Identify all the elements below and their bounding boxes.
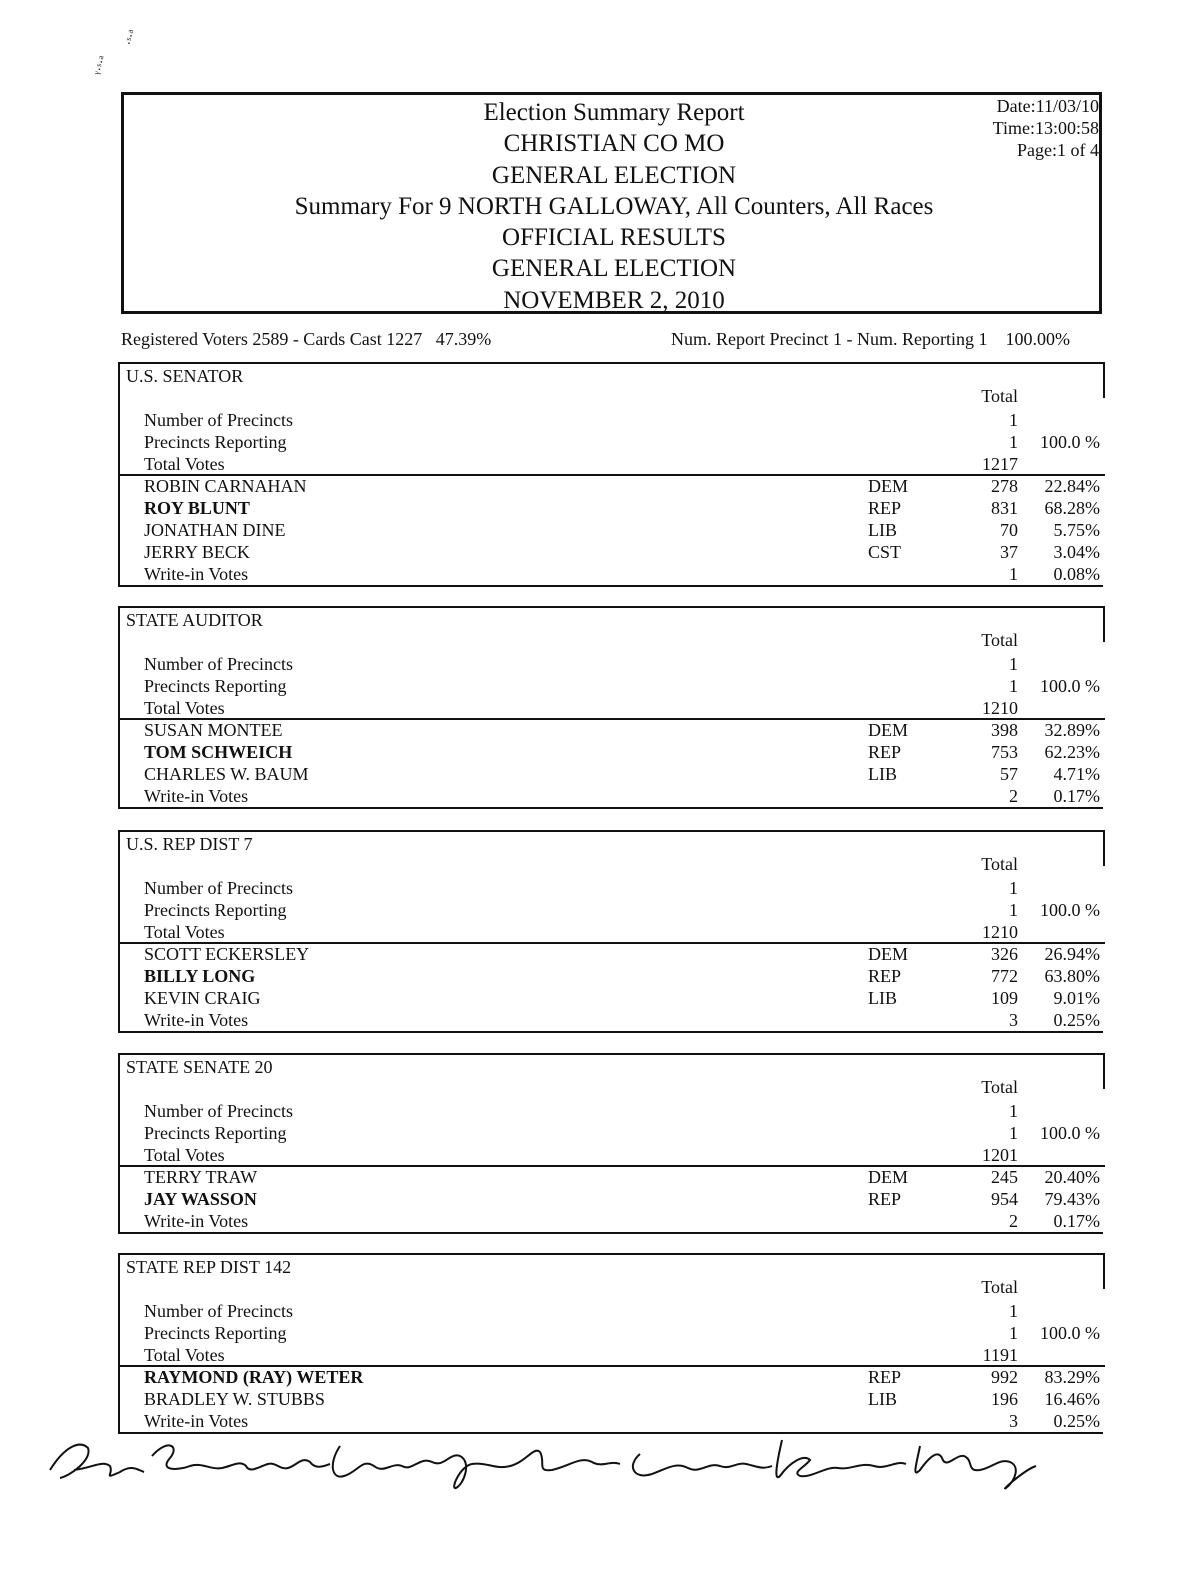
report-title: Election Summary Report <box>483 99 745 126</box>
reporting-count: 1 <box>1009 1123 1018 1143</box>
county-name: CHRISTIAN CO MO <box>503 130 725 158</box>
race-title: STATE AUDITOR <box>126 610 263 630</box>
candidate-votes: 278 <box>991 476 1018 496</box>
total-column-header: Total <box>981 630 1018 650</box>
row-label: Write-in Votes <box>144 1411 249 1431</box>
candidate-party: DEM <box>868 476 908 496</box>
total-votes: 1191 <box>982 1345 1018 1365</box>
candidate-name: JONATHAN DINE <box>144 520 286 540</box>
reporting-count: 1 <box>1009 1323 1018 1343</box>
candidate-name: BRADLEY W. STUBBS <box>144 1389 325 1409</box>
box-edge <box>1103 830 1105 866</box>
row-label: Precincts Reporting <box>144 1123 287 1143</box>
candidate-party: REP <box>868 1189 902 1209</box>
candidate-party: LIB <box>868 988 897 1008</box>
total-column-header: Total <box>981 1277 1018 1297</box>
candidate-percent: 3.04% <box>1053 542 1100 562</box>
candidate-row <box>120 741 1105 763</box>
candidate-votes: 57 <box>1000 764 1018 784</box>
candidate-votes: 831 <box>991 498 1018 518</box>
write-in-percent: 0.25% <box>1053 1411 1100 1431</box>
precinct-count-row <box>120 1300 1105 1322</box>
candidate-percent: 79.43% <box>1044 1189 1100 1209</box>
report-header <box>121 92 1102 314</box>
registered-voters-summary: Registered Voters 2589 - Cards Cast 1227 47.39% <box>121 329 492 349</box>
row-label: Total Votes <box>144 1345 225 1365</box>
candidate-name: JERRY BECK <box>144 542 250 562</box>
candidate-row <box>120 1388 1105 1410</box>
candidate-row <box>120 965 1105 987</box>
candidate-party: DEM <box>868 1167 908 1187</box>
total-votes: 1210 <box>982 922 1018 942</box>
row-label: Write-in Votes <box>144 1211 249 1231</box>
row-label: Precincts Reporting <box>144 900 287 920</box>
candidate-percent: 9.01% <box>1053 988 1100 1008</box>
row-label: Write-in Votes <box>144 786 249 806</box>
race-section <box>118 1253 1103 1434</box>
row-label: Number of Precincts <box>144 878 293 898</box>
candidate-name: TOM SCHWEICH <box>144 742 293 762</box>
row-label: Number of Precincts <box>144 410 293 430</box>
write-in-percent: 0.17% <box>1053 786 1100 806</box>
row-label: Number of Precincts <box>144 654 293 674</box>
total-column-header: Total <box>981 854 1018 874</box>
candidate-party: REP <box>868 498 902 518</box>
reporting-percent: 100.0 % <box>1040 900 1100 920</box>
candidate-party: LIB <box>868 1389 897 1409</box>
total-votes: 1201 <box>982 1145 1018 1165</box>
precinct-count: 1 <box>1009 878 1018 898</box>
candidate-votes: 245 <box>991 1167 1018 1187</box>
candidate-name: BILLY LONG <box>144 966 256 986</box>
report-time: Time:13:00:58 <box>992 118 1099 138</box>
precincts-reporting-row <box>120 1122 1105 1144</box>
write-in-row <box>120 785 1105 807</box>
write-in-row <box>120 563 1105 585</box>
write-in-votes: 2 <box>1009 786 1018 806</box>
row-label: Total Votes <box>144 698 225 718</box>
page-number: Page:1 of 4 <box>1017 140 1099 160</box>
write-in-votes: 3 <box>1009 1411 1018 1431</box>
reporting-count: 1 <box>1009 432 1018 452</box>
candidate-party: LIB <box>868 764 897 784</box>
write-in-percent: 0.25% <box>1053 1010 1100 1030</box>
candidate-row <box>120 497 1105 519</box>
reporting-percent: 100.0 % <box>1040 676 1100 696</box>
candidate-percent: 83.29% <box>1044 1367 1100 1387</box>
candidate-row <box>120 719 1105 741</box>
candidate-row <box>120 1188 1105 1210</box>
candidate-party: CST <box>868 542 902 562</box>
candidate-name: SCOTT ECKERSLEY <box>144 944 310 964</box>
precinct-count-row <box>120 409 1105 431</box>
candidate-name: ROY BLUNT <box>144 498 250 518</box>
reporting-count: 1 <box>1009 676 1018 696</box>
write-in-row <box>120 1009 1105 1031</box>
report-meta <box>993 95 1099 161</box>
candidate-votes: 37 <box>1000 542 1018 562</box>
race-section <box>118 362 1103 587</box>
candidate-percent: 62.23% <box>1044 742 1100 762</box>
report-date: Date:11/03/10 <box>996 96 1099 116</box>
row-label: Precincts Reporting <box>144 432 287 452</box>
candidate-party: DEM <box>868 944 908 964</box>
candidate-name: SUSAN MONTEE <box>144 720 283 740</box>
row-label: Number of Precincts <box>144 1101 293 1121</box>
precincts-reporting-row <box>120 899 1105 921</box>
candidate-percent: 63.80% <box>1044 966 1100 986</box>
candidate-votes: 398 <box>991 720 1018 740</box>
precincts-reporting-row <box>120 431 1105 453</box>
summary-scope: Summary For 9 NORTH GALLOWAY, All Counters, All Races <box>294 192 934 220</box>
candidate-row <box>120 475 1105 497</box>
total-votes-row <box>120 1144 1105 1166</box>
candidate-party: REP <box>868 966 902 986</box>
candidate-percent: 22.84% <box>1044 476 1100 496</box>
candidate-row <box>120 987 1105 1009</box>
reporting-count: 1 <box>1009 900 1018 920</box>
total-votes-row <box>120 921 1105 943</box>
write-in-votes: 3 <box>1009 1010 1018 1030</box>
total-column-header: Total <box>981 1077 1018 1097</box>
candidate-votes: 326 <box>991 944 1018 964</box>
candidate-percent: 26.94% <box>1044 944 1100 964</box>
race-title: U.S. REP DIST 7 <box>126 834 253 854</box>
candidate-party: LIB <box>868 520 897 540</box>
race-section <box>118 830 1103 1033</box>
candidate-row <box>120 943 1105 965</box>
reporting-percent: 100.0 % <box>1040 1323 1100 1343</box>
candidate-name: RAYMOND (RAY) WETER <box>144 1367 364 1387</box>
margin-mark: ᵞ·ˢ·ᵃ <box>91 54 112 78</box>
precinct-count-row <box>120 1100 1105 1122</box>
candidate-name: TERRY TRAW <box>144 1167 258 1187</box>
write-in-row <box>120 1210 1105 1232</box>
candidate-percent: 5.75% <box>1053 520 1100 540</box>
candidate-name: ROBIN CARNAHAN <box>144 476 307 496</box>
row-label: Write-in Votes <box>144 564 249 584</box>
precincts-reporting-row <box>120 1322 1105 1344</box>
precinct-count-row <box>120 877 1105 899</box>
margin-mark: ·ˢ·ᵃ <box>122 28 141 48</box>
candidate-row <box>120 541 1105 563</box>
candidate-party: DEM <box>868 720 908 740</box>
candidate-votes: 954 <box>991 1189 1018 1209</box>
signature-scrawl <box>40 1426 1050 1496</box>
row-label: Precincts Reporting <box>144 676 287 696</box>
election-date: NOVEMBER 2, 2010 <box>503 286 725 314</box>
total-votes-row <box>120 453 1105 475</box>
candidate-name: CHARLES W. BAUM <box>144 764 309 784</box>
write-in-votes: 2 <box>1009 1211 1018 1231</box>
precincts-reporting-row <box>120 675 1105 697</box>
reporting-percent: 100.0 % <box>1040 432 1100 452</box>
candidate-name: JAY WASSON <box>144 1189 257 1209</box>
candidate-votes: 772 <box>991 966 1018 986</box>
results-status: OFFICIAL RESULTS <box>502 224 726 252</box>
race-section <box>118 606 1103 809</box>
race-title: STATE REP DIST 142 <box>126 1257 292 1277</box>
candidate-percent: 32.89% <box>1044 720 1100 740</box>
precinct-reporting-summary: Num. Report Precinct 1 - Num. Reporting 1 100.00% <box>671 329 1070 349</box>
candidate-name: KEVIN CRAIG <box>144 988 261 1008</box>
row-label: Write-in Votes <box>144 1010 249 1030</box>
candidate-party: REP <box>868 1367 902 1387</box>
candidate-percent: 16.46% <box>1044 1389 1100 1409</box>
write-in-percent: 0.17% <box>1053 1211 1100 1231</box>
write-in-votes: 1 <box>1009 564 1018 584</box>
precinct-count: 1 <box>1009 410 1018 430</box>
precinct-count: 1 <box>1009 654 1018 674</box>
row-label: Total Votes <box>144 454 225 474</box>
precinct-count-row <box>120 653 1105 675</box>
race-section <box>118 1053 1103 1234</box>
box-edge <box>1103 1053 1105 1089</box>
candidate-votes: 196 <box>991 1389 1018 1409</box>
candidate-party: REP <box>868 742 902 762</box>
candidate-row <box>120 519 1105 541</box>
reporting-percent: 100.0 % <box>1040 1123 1100 1143</box>
candidate-votes: 109 <box>991 988 1018 1008</box>
total-votes-row <box>120 1344 1105 1366</box>
candidate-votes: 70 <box>1000 520 1018 540</box>
candidate-row <box>120 1166 1105 1188</box>
write-in-percent: 0.08% <box>1053 564 1100 584</box>
row-label: Number of Precincts <box>144 1301 293 1321</box>
election-name: GENERAL ELECTION <box>491 161 737 189</box>
row-label: Total Votes <box>144 1145 225 1165</box>
total-votes: 1217 <box>982 454 1018 474</box>
candidate-percent: 4.71% <box>1053 764 1100 784</box>
candidate-votes: 753 <box>991 742 1018 762</box>
race-title: STATE SENATE 20 <box>126 1057 273 1077</box>
total-votes-row <box>120 697 1105 719</box>
candidate-percent: 20.40% <box>1044 1167 1100 1187</box>
precinct-count: 1 <box>1009 1301 1018 1321</box>
report-title-block <box>124 97 1104 316</box>
candidate-percent: 68.28% <box>1044 498 1100 518</box>
total-votes: 1210 <box>982 698 1018 718</box>
race-title: U.S. SENATOR <box>126 366 244 386</box>
row-label: Total Votes <box>144 922 225 942</box>
row-label: Precincts Reporting <box>144 1323 287 1343</box>
candidate-row <box>120 1366 1105 1388</box>
precinct-count: 1 <box>1009 1101 1018 1121</box>
election-type: GENERAL ELECTION <box>491 255 737 283</box>
box-edge <box>1103 1253 1105 1289</box>
total-column-header: Total <box>981 386 1018 406</box>
box-edge <box>1103 606 1105 642</box>
candidate-votes: 992 <box>991 1367 1018 1387</box>
candidate-row <box>120 763 1105 785</box>
box-edge <box>1103 362 1105 398</box>
